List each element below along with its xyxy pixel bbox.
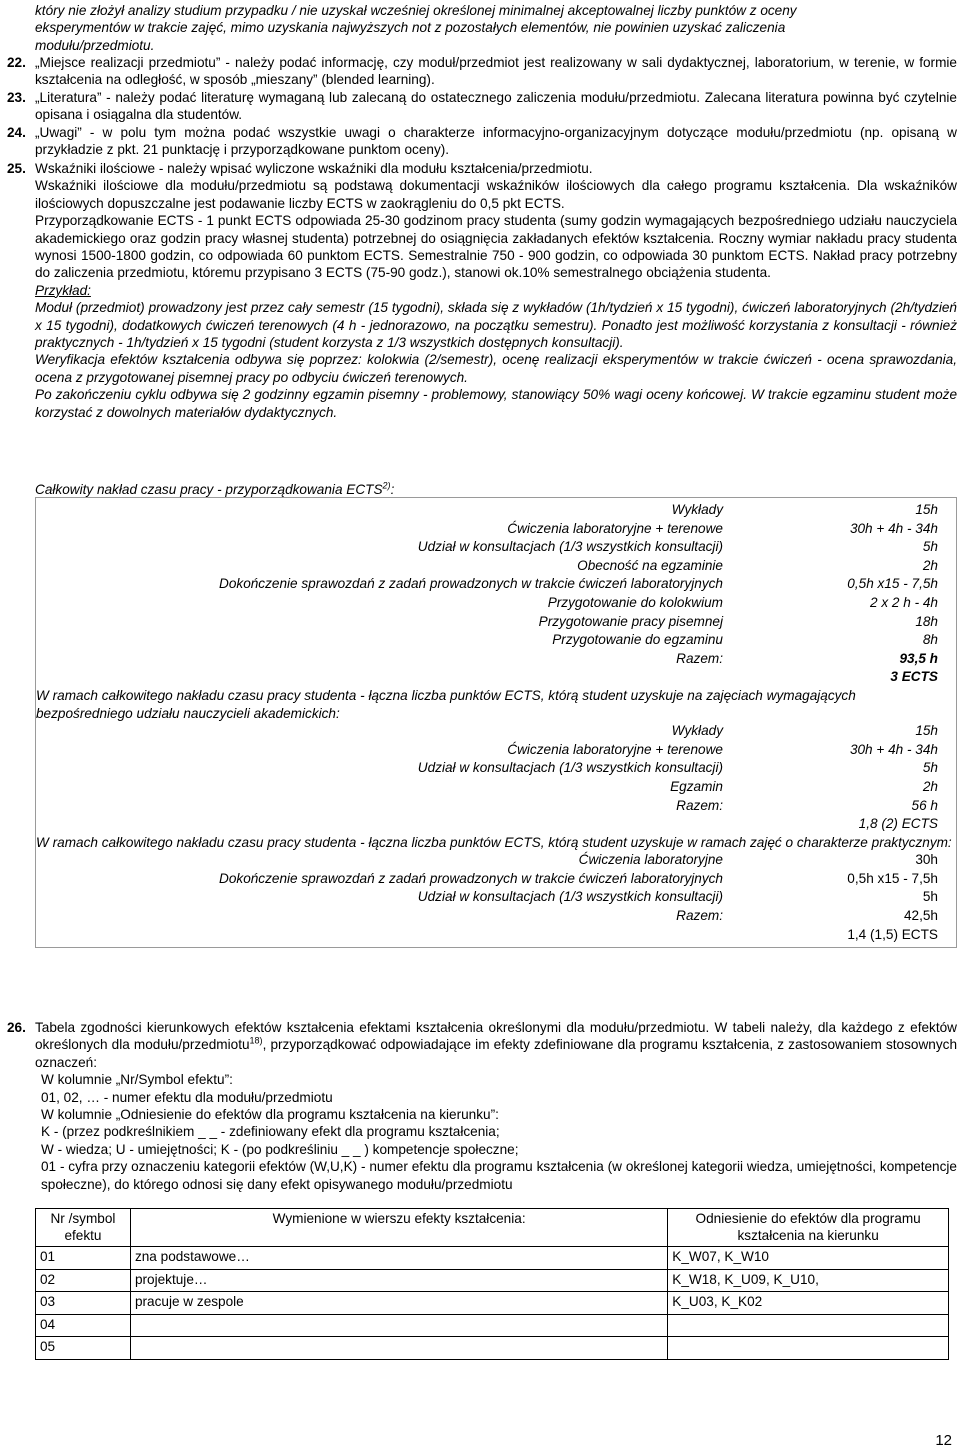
workload-row bbox=[36, 888, 956, 907]
item-23-number: 23. bbox=[7, 90, 26, 105]
workload-row bbox=[36, 722, 956, 741]
item-26-section bbox=[35, 1019, 957, 1193]
legend-line-3: W kolumnie „Odniesienie do efektów dla programu kształcenia na kierunku”: bbox=[41, 1107, 499, 1123]
total-2-value: 56 h bbox=[911, 797, 938, 813]
item-26-footnote: 18) bbox=[249, 1035, 263, 1046]
continuation-paragraph bbox=[35, 2, 957, 54]
workload-row bbox=[36, 557, 956, 576]
workload-title-colon: : bbox=[390, 482, 395, 497]
workload-row-label: Ćwiczenia laboratoryjne + terenowe bbox=[507, 741, 723, 757]
workload-row bbox=[36, 851, 956, 870]
workload-row-label: Udział w konsultacjach (1/3 wszystkich konsultacji) bbox=[417, 539, 723, 555]
total-3-ects: 1,4 (1,5) ECTS bbox=[847, 926, 938, 942]
workload-row-label: Dokończenie sprawozdań z zadań prowadzonych w trakcie ćwiczeń laboratoryjnych bbox=[219, 870, 723, 886]
table-row bbox=[36, 1314, 949, 1337]
workload-row-label: Ćwiczenia laboratoryjne bbox=[578, 852, 723, 868]
legend-line-2: 01, 02, … - numer efektu dla modułu/przedmiotu bbox=[41, 1089, 333, 1105]
workload-row bbox=[36, 778, 956, 797]
item-26-legend bbox=[35, 1071, 957, 1193]
workload-row bbox=[36, 613, 956, 632]
workload-row-label: Udział w konsultacjach (1/3 wszystkich konsultacji) bbox=[417, 760, 723, 776]
workload-total-3-ects-row bbox=[36, 926, 956, 945]
example-paragraph-2: Weryfikacja efektów kształcenia odbywa się poprzez: kolokwia (2/semestr), ocenę realizacji eksperymentów w trakcie ćwiczeń - ocena sprawozdania, ocena z przygotowanej pisemnej pracy po odbyciu ćwiczeń terenowych. bbox=[35, 352, 957, 385]
workload-row-label: Dokończenie sprawozdań z zadań prowadzonych w trakcie ćwiczeń laboratoryjnych bbox=[219, 576, 723, 592]
workload-table bbox=[35, 497, 957, 948]
workload-row-label: Przygotowanie pracy pisemnej bbox=[538, 613, 723, 629]
workload-row-value: 18h bbox=[915, 613, 938, 629]
workload-row-value: 5h bbox=[922, 889, 938, 905]
effect-description: pracuje w zespole bbox=[130, 1292, 667, 1315]
total-1-label: Razem: bbox=[676, 650, 723, 666]
effect-number: 04 bbox=[36, 1314, 131, 1337]
workload-row-label: Obecność na egzaminie bbox=[577, 557, 723, 573]
workload-row-label: Egzamin bbox=[670, 778, 723, 794]
effects-table-body bbox=[36, 1247, 949, 1360]
page-number: 12 bbox=[935, 1431, 952, 1449]
effect-reference: K_W18, K_U09, K_U10, bbox=[668, 1269, 949, 1292]
workload-row-value: 0,5h x15 - 7,5h bbox=[847, 870, 938, 886]
item-26-number: 26. bbox=[7, 1020, 26, 1035]
legend-line-6: 01 - cyfra przy oznaczeniu kategorii efektów (W,U,K) - numer efektu dla programu kształcenia (w określonej kategorii wiedza, umiejętności, kompetencje społeczne), do którego odnosi się dany efekt opisywanego modułu/przedmiotu bbox=[41, 1159, 957, 1192]
workload-rows-all bbox=[36, 501, 956, 650]
table-row bbox=[36, 1292, 949, 1315]
workload-row bbox=[36, 538, 956, 557]
header-reference: Odniesienie do efektów dla programu kształcenia na kierunku bbox=[668, 1209, 949, 1247]
item-22-text: „Miejsce realizacji przedmiotu” - należy podać informację, czy moduł/przedmiot jest realizowany w sali dydaktycznej, laboratorium, w terenie, w formie kształcenia na odległość, w sposób „mieszany” (blended learning). bbox=[35, 55, 957, 88]
header-effects: Wymienione w wierszu efekty kształcenia: bbox=[130, 1209, 667, 1247]
continuation-line-1: który nie złożył analizy studium przypadku / nie uzyskał wcześniej określonej minimalnej akceptowalnej liczby punktów z oceny bbox=[35, 3, 797, 18]
legend-line-4: K - (przez podkreślnikiem _ _ - zdefiniowany efekt dla programu kształcenia; bbox=[41, 1124, 500, 1140]
continuation-line-3: modułu/przedmiotu. bbox=[35, 37, 155, 53]
workload-row-value: 2 x 2 h - 4h bbox=[869, 594, 938, 610]
workload-total-2-ects-row bbox=[36, 815, 956, 834]
effect-description bbox=[130, 1314, 667, 1337]
effect-reference bbox=[668, 1314, 949, 1337]
workload-rows-direct bbox=[36, 722, 956, 796]
total-2-ects: 1,8 (2) ECTS bbox=[858, 816, 938, 832]
workload-row-value: 0,5h x15 - 7,5h bbox=[847, 576, 938, 592]
legend-line-5: W - wiedza; U - umiejętności; K - (po podkreśliniu _ _ ) kompetencje społeczne; bbox=[41, 1141, 519, 1157]
effect-description bbox=[130, 1337, 667, 1360]
item-25-section bbox=[35, 160, 957, 421]
effect-reference: K_U03, K_K02 bbox=[668, 1292, 949, 1315]
workload-row bbox=[36, 501, 956, 520]
effect-number: 01 bbox=[36, 1247, 131, 1270]
item-25-number: 25. bbox=[7, 161, 26, 176]
workload-row bbox=[36, 575, 956, 594]
workload-total-1-ects-row bbox=[36, 668, 956, 687]
workload-row-value: 15h bbox=[915, 723, 938, 739]
header-nr-symbol: Nr /symbol efektu bbox=[36, 1209, 131, 1247]
workload-row-value: 30h + 4h - 34h bbox=[849, 741, 938, 757]
total-2-label: Razem: bbox=[676, 797, 723, 813]
workload-row-label: Wykłady bbox=[671, 502, 723, 517]
workload-row bbox=[36, 870, 956, 889]
workload-row-value: 5h bbox=[922, 539, 938, 555]
workload-rows-practical bbox=[36, 851, 956, 907]
continuation-line-2: eksperymentów w trakcie zajęć, mimo uzyskania najwyższych not z pozostałych elementów, nie powinien uzyskać zaliczenia bbox=[35, 20, 786, 36]
workload-title-footnote: 2) bbox=[382, 480, 391, 491]
item-24-number: 24. bbox=[7, 125, 26, 140]
workload-row bbox=[36, 594, 956, 613]
effect-number: 05 bbox=[36, 1337, 131, 1360]
total-1-ects: 3 ECTS bbox=[890, 669, 938, 685]
workload-row bbox=[36, 741, 956, 760]
example-label: Przykład: bbox=[35, 282, 91, 298]
workload-row-value: 15h bbox=[915, 502, 938, 517]
total-1-value: 93,5 h bbox=[899, 650, 938, 666]
workload-row-label: Wykłady bbox=[671, 723, 723, 739]
item-25-paragraph-1: Wskaźniki ilościowe - należy wpisać wyliczone wskaźniki dla modułu kształcenia/przedmiotu. bbox=[35, 161, 593, 176]
item-25-paragraph-3: Przyporządkowanie ECTS - 1 punkt ECTS odpowiada 25-30 godzinom pracy studenta (sumy godzin wymagających bezpośredniego udziału nauczyciela akademickiego oraz godzin pracy własnej studenta) potrzebnej do osiągnięcia zakładanych efektów kształcenia. Roczny wymiar nakładu pracy studenta wynosi 1500-1800 godzin, co odpowiada 60 punktom ECTS. Semestralnie 750 - 900 godzin, co odpowiada 30 punktom ECTS. Nakład pracy potrzebny do zaliczenia przedmiotu, któremu przypisano 3 ECTS (75-90 godz.), stanowi ok.10% semestralnego obciążenia studenta. bbox=[35, 213, 957, 281]
effect-description: zna podstawowe… bbox=[130, 1247, 667, 1270]
workload-row-label: Udział w konsultacjach (1/3 wszystkich konsultacji) bbox=[417, 889, 723, 905]
example-paragraph-3: Po zakończeniu cyklu odbywa się 2 godzinny egzamin pisemny - problemowy, stanowiący 50% wagi oceny końcowej. W trakcie egzaminu student może korzystać z dowolnych materiałów dydaktycznych. bbox=[35, 387, 957, 420]
workload-row bbox=[36, 759, 956, 778]
effect-reference: K_W07, K_W10 bbox=[668, 1247, 949, 1270]
item-24-text: „Uwagi” - w polu tym można podać wszystkie uwagi o charakterze informacyjno-organizacyjnym dotyczące modułu/przedmiotu (np. opisaną w przykładzie z pkt. 21 punktację i przyporządkowane punktom oceny). bbox=[35, 125, 957, 158]
workload-title-text: Całkowity nakład czasu pracy - przyporządkowania ECTS bbox=[35, 482, 383, 497]
item-26-intro bbox=[35, 1019, 957, 1071]
workload-row-value: 2h bbox=[922, 557, 938, 573]
item-26-intro-a: Tabela zgodności kierunkowych efektów kształcenia efektami kształcenia określonymi dla modułu/przedmiotu. W tabeli należy, dla każdego z efektów określonych dla modułu/przedmiotu bbox=[35, 1020, 957, 1053]
effect-description: projektuje… bbox=[130, 1269, 667, 1292]
table-row bbox=[36, 1269, 949, 1292]
effect-number: 02 bbox=[36, 1269, 131, 1292]
workload-row-value: 8h bbox=[922, 632, 938, 648]
item-22-number: 22. bbox=[7, 55, 26, 70]
workload-note-direct: W ramach całkowitego nakładu czasu pracy studenta - łączna liczba punktów ECTS, którą student uzyskuje na zajęciach wymagających bezpośredniego udziału nauczycieli akademickich: bbox=[36, 687, 856, 721]
workload-row-value: 2h bbox=[922, 778, 938, 794]
total-3-label: Razem: bbox=[676, 908, 723, 924]
effects-table bbox=[35, 1208, 949, 1360]
item-23-text: „Literatura” - należy podać literaturę wymaganą lub zalecaną do ostatecznego zaliczenia modułu/przedmiotu. Zalecana literatura powinna być czytelnie opisana i osiągalna dla studentów. bbox=[35, 90, 957, 123]
effect-number: 03 bbox=[36, 1292, 131, 1315]
effects-table-header bbox=[36, 1209, 949, 1247]
total-3-value: 42,5h bbox=[903, 908, 938, 924]
workload-total-3 bbox=[36, 907, 956, 926]
item-26-intro-b: , przyporządkować odpowiadające im efekty zdefiniowane dla programu kształcenia, z zastosowaniem stosownych oznaczeń: bbox=[35, 1037, 958, 1070]
workload-row-label: Ćwiczenia laboratoryjne + terenowe bbox=[507, 520, 723, 536]
workload-row bbox=[36, 520, 956, 539]
workload-row-value: 30h bbox=[915, 852, 938, 868]
workload-row-label: Przygotowanie do egzaminu bbox=[552, 632, 723, 648]
workload-row-value: 5h bbox=[922, 760, 938, 776]
workload-row-value: 30h + 4h - 34h bbox=[849, 520, 938, 536]
workload-row bbox=[36, 631, 956, 650]
workload-title bbox=[35, 481, 957, 498]
workload-row-label: Przygotowanie do kolokwium bbox=[547, 594, 723, 610]
example-paragraph-1: Moduł (przedmiot) prowadzony jest przez cały semestr (15 tygodni), składa się z wykładów (1h/tydzień x 15 tygodni), ćwiczeń laboratoryjnych (2h/tydzień x 15 tygodni), dodatkowych ćwiczeń terenowych (4 h - jednorazowo, na początku semestru). Ponadto jest możliwość korzystania z konsultacji - również praktycznych - 1h/tydzień x 15 tygodni (student korzysta z 1/3 wszystkich dostępnych konsultacji). bbox=[35, 300, 957, 351]
workload-note-practical: W ramach całkowitego nakładu czasu pracy studenta - łączna liczba punktów ECTS, którą student uzyskuje w ramach zajęć o charakterze praktycznym: bbox=[36, 834, 952, 850]
workload-total-2 bbox=[36, 797, 956, 816]
workload-total-1 bbox=[36, 650, 956, 669]
legend-line-1: W kolumnie „Nr/Symbol efektu”: bbox=[41, 1072, 233, 1088]
table-row bbox=[36, 1337, 949, 1360]
table-row bbox=[36, 1247, 949, 1270]
item-25-paragraph-2: Wskaźniki ilościowe dla modułu/przedmiotu są podstawą dokumentacji wskaźników ilościowych dla całego programu kształcenia. Dla wskaźników ilościowych dopuszczalne jest podawanie liczby ECTS w zaokrągleniu do 0,5 pkt ECTS. bbox=[35, 178, 957, 211]
effect-reference bbox=[668, 1337, 949, 1360]
